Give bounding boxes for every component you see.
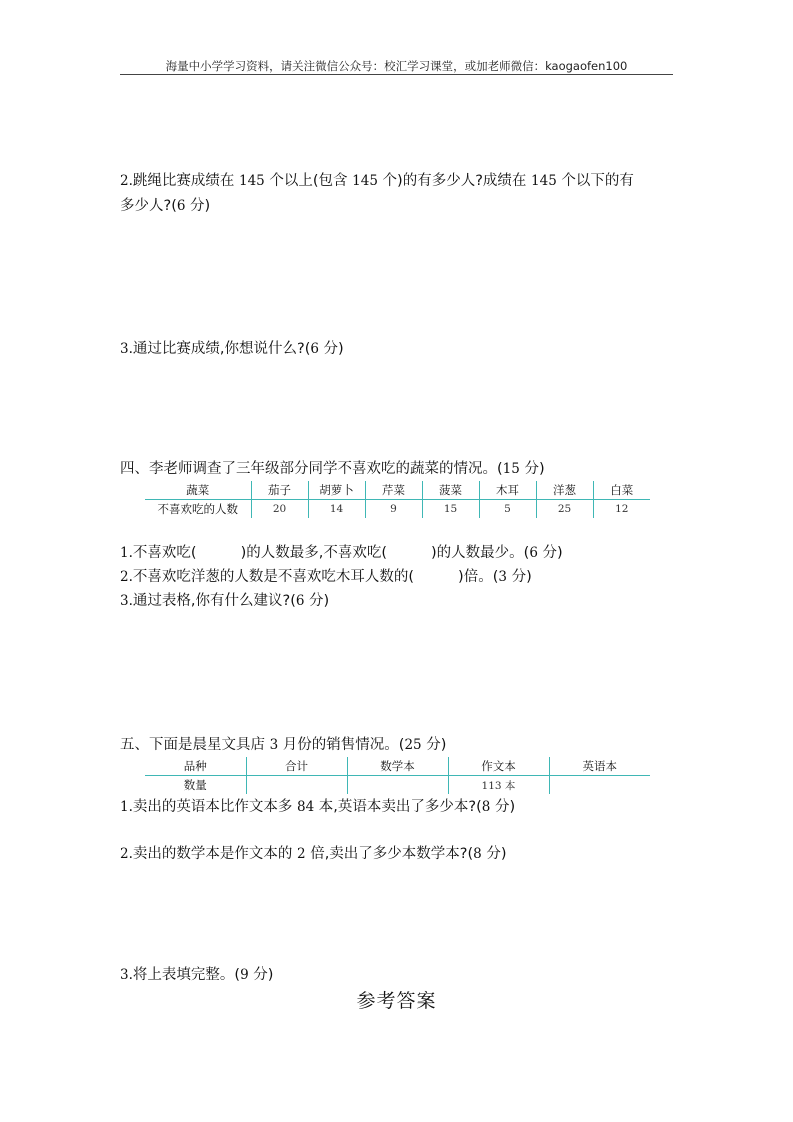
table-cell-blank[interactable]: [347, 776, 448, 795]
table-cell-blank[interactable]: [246, 776, 347, 795]
question-number: 2.: [120, 846, 133, 862]
question-text: 个以上(包含: [264, 173, 353, 189]
section-title-text: 分): [421, 737, 447, 753]
table-header-row: [145, 481, 650, 500]
answer-key-title: 参考答案: [356, 990, 437, 1012]
question-2-line-2: [120, 194, 210, 219]
question-3: [120, 337, 344, 362]
score-number: 6: [295, 593, 305, 609]
question-text: 通过比赛成绩,你想说什么?(: [132, 341, 311, 357]
question-text: 将上表填完整。(: [132, 967, 241, 983]
question-text: 卖出的英语本比作文本多: [132, 799, 297, 815]
section-5-title: [120, 733, 446, 758]
question-text: 不喜欢吃洋葱的人数是不喜欢吃木耳人数的(: [132, 569, 415, 585]
score-number: 3: [498, 569, 507, 585]
score-number: 9: [240, 967, 249, 983]
table-cell: 5: [479, 500, 536, 519]
question-text: 通过表格,你有什么建议?(: [132, 593, 296, 609]
score-number: 6: [310, 341, 319, 357]
table-cell: 9: [365, 500, 422, 519]
section-title-text: 分): [519, 461, 545, 477]
question-text: )的人数最多,不喜欢吃(: [240, 545, 387, 561]
section-5-question-1: [120, 795, 515, 820]
question-number: 3.: [120, 967, 133, 983]
table-header-cell: 品种: [145, 757, 246, 776]
table-header-cell: 木耳: [479, 481, 536, 500]
number: 3: [269, 737, 279, 753]
table-cell: 12: [593, 500, 650, 519]
section-4-question-2: [120, 565, 532, 590]
question-text: 分): [506, 569, 532, 585]
score-number: 6: [529, 545, 538, 561]
score-number: 6: [176, 198, 186, 214]
section-5-question-2: [120, 842, 507, 867]
table-cell: 113 本: [448, 776, 549, 795]
table-header-cell: 英语本: [549, 757, 650, 776]
table-header-cell: 数学本: [347, 757, 448, 776]
question-text: 分): [304, 593, 330, 609]
table-cell: 14: [308, 500, 365, 519]
question-text: 个)的有多少人?成绩在: [377, 173, 532, 189]
question-2-line-1: [120, 169, 634, 194]
table-row: [145, 776, 650, 795]
number: 145: [352, 173, 378, 189]
table-header-cell: 作文本: [448, 757, 549, 776]
table-header-cell: 菠菜: [422, 481, 479, 500]
number: 2: [297, 846, 306, 862]
page-header: 海量中小学学习资料，请关注微信公众号：校汇学习课堂，或加老师微信：kaogaofen100: [165, 59, 628, 73]
table-row-label: 不喜欢吃的人数: [157, 502, 238, 516]
header-divider: [120, 74, 673, 75]
question-text: )倍。(: [458, 569, 499, 585]
table-header-cell: 洋葱: [536, 481, 593, 500]
table-header-cell: 白菜: [593, 481, 650, 500]
score-number: 8: [481, 799, 491, 815]
question-number: 1.: [120, 799, 133, 815]
table-row: [145, 500, 650, 519]
question-number: 2.: [120, 569, 133, 585]
table-header-row: [145, 757, 650, 776]
table-header-cell: 蔬菜: [145, 481, 251, 500]
number: 84: [297, 799, 315, 815]
section-title-text: 五、下面是晨星文具店: [120, 737, 270, 753]
table-cell: 15: [422, 500, 479, 519]
question-text: 个以下的有: [556, 173, 634, 189]
section-4-question-3: [120, 589, 329, 614]
question-number: 2.: [120, 173, 133, 189]
section-5-question-3: [120, 963, 273, 988]
question-text: 多少人?(: [120, 198, 177, 214]
table-row-label: 数量: [183, 778, 207, 792]
vegetable-survey-table: [145, 481, 650, 518]
score-number: 15: [502, 461, 520, 477]
question-text: 不喜欢吃(: [132, 545, 197, 561]
table-header-cell: 芹菜: [365, 481, 422, 500]
question-text: 分): [537, 545, 563, 561]
question-number: 3.: [120, 341, 133, 357]
section-4-title: [120, 457, 545, 482]
table-header-cell: 合计: [246, 757, 347, 776]
question-text: 分): [318, 341, 344, 357]
question-text: 跳绳比赛成绩在: [132, 173, 239, 189]
section-4-question-1: [120, 541, 563, 566]
question-text: 本,英语本卖出了多少本?(: [314, 799, 482, 815]
question-text: 卖出的数学本是作文本的: [132, 846, 297, 862]
section-title-text: 四、李老师调查了三年级部分同学不喜欢吃的蔬菜的情况。(: [120, 461, 503, 477]
question-text: 分): [248, 967, 274, 983]
table-header-cell: 茄子: [251, 481, 308, 500]
question-number: 1.: [120, 545, 133, 561]
score-number: 8: [473, 846, 482, 862]
table-header-cell: 胡萝卜: [308, 481, 365, 500]
score-number: 25: [404, 737, 422, 753]
question-text: 倍,卖出了多少本数学本?(: [305, 846, 474, 862]
table-cell: 25: [536, 500, 593, 519]
table-cell: 20: [251, 500, 308, 519]
question-text: 分): [481, 846, 507, 862]
section-title-text: 月份的销售情况。(: [278, 737, 405, 753]
number: 145: [239, 173, 265, 189]
question-number: 3.: [120, 593, 133, 609]
number: 145: [531, 173, 557, 189]
question-text: )的人数最少。(: [431, 545, 530, 561]
stationery-sales-table: [145, 757, 650, 794]
question-text: 分): [185, 198, 211, 214]
table-cell-blank[interactable]: [549, 776, 650, 795]
question-text: 分): [490, 799, 516, 815]
